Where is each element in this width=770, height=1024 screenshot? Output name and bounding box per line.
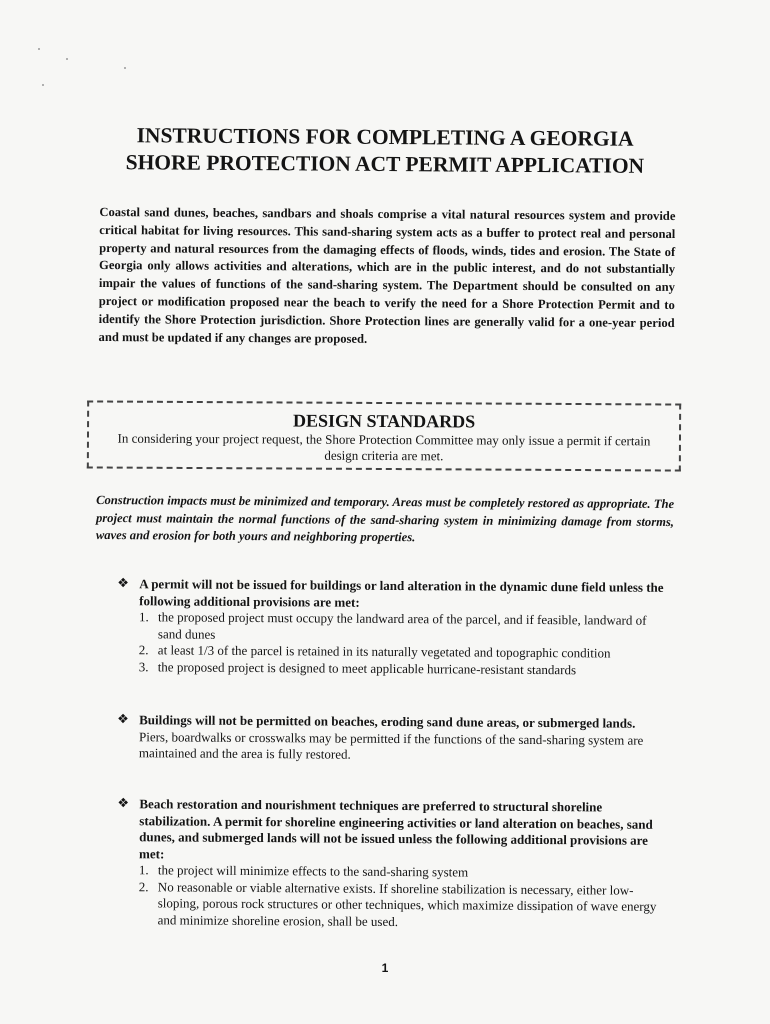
list-number: 3. (138, 658, 149, 674)
intro-paragraph: Coastal sand dunes, beaches, sandbars and shoals comprise a vital natural resources system and provide critical habitat for living resources. This sand-sharing system acts as a buffer to protect real and personal property and natural resources from the damaging effects of floods, winds, tides and erosion. The State of Georgia only allows activities and alterations, which are in the public interest, and do not substantially impair the values of functions of the sand-sharing system. The Department should be consulted on any project or modification proposed near the beach to verify the need for a Shore Protection Permit and to identify the Shore Protection jurisdiction. Shore Protection lines are generally valid for a one-year period and must be updated if any changes are proposed. (98, 204, 676, 346)
list-item-text: the proposed project is designed to meet applicable hurricane-resistant standards (157, 658, 577, 677)
list-item-text: No reasonable or viable alternative exists. If shoreline stabilization is necessary, either low-sloping, porous rock structures or other techniques, which maximize dissipation of wave energy and minimize shoreline erosion, shall be used. (157, 878, 657, 929)
bullet-heading-text: A permit will not be issued for buildings or land alteration in the dynamic dune field unless the following additional provisions are met: (139, 576, 664, 610)
design-standards-heading: DESIGN STANDARDS (292, 410, 476, 432)
bullet-section-beach-restoration (117, 796, 673, 932)
scan-speck (38, 48, 40, 50)
provision-list (117, 609, 672, 679)
list-item-text: at least 1/3 of the parcel is retained in its naturally vegetated and topographic condition (157, 642, 611, 661)
list-item-text: the project will minimize effects to the sand-sharing system (157, 862, 469, 880)
diamond-bullet-icon: ❖ (117, 796, 130, 812)
scan-speck (42, 84, 44, 86)
design-standards-box (87, 400, 681, 471)
scan-speck (66, 58, 68, 60)
scan-speck (124, 67, 126, 69)
title-line-2: SHORE PROTECTION ACT PERMIT APPLICATION (125, 150, 645, 178)
list-number: 1. (138, 862, 149, 878)
bullet-body-text: Piers, boardwalks or crosswalks may be permitted if the functions of the sand-sharing system are maintained and the area is fully restored. (138, 728, 644, 762)
construction-impacts-paragraph: Construction impacts must be minimized and temporary. Areas must be completely restored as appropriate. The project must maintain the normal functions of the sand-sharing system in minimizing damage from storms, waves and erosion for both yours and neighboring properties. (95, 492, 675, 545)
list-item (139, 609, 672, 646)
list-number: 1. (139, 609, 149, 625)
list-item-text: the proposed project must occupy the landward area of the parcel, and if feasible, landward of sand dunes (157, 609, 647, 642)
list-number: 2. (138, 878, 149, 894)
document-title (80, 122, 690, 180)
bullet-heading (117, 796, 672, 866)
list-number: 2. (138, 642, 149, 658)
bullet-section-buildings (117, 712, 672, 765)
page-number: 1 (381, 961, 389, 975)
diamond-bullet-icon: ❖ (117, 576, 130, 592)
bullet-heading-text: Beach restoration and nourishment techniques are preferred to structural shoreline stabilization. A permit for shoreline engineering activities or land alteration on beaches, sand dunes, and submerged lands will not be issued unless the following additional provisions are met: (139, 796, 653, 861)
bullet-section-dune-field (117, 576, 673, 679)
design-standards-text: In considering your project request, the Shore Protection Committee may only issue a permit if certain design criteria are met. (117, 430, 651, 464)
diamond-bullet-icon: ❖ (117, 712, 129, 728)
list-item (139, 879, 672, 932)
bullet-heading-text: Buildings will not be permitted on beaches, eroding sand dune areas, or submerged lands. (139, 712, 636, 731)
provision-list (117, 862, 672, 932)
bullet-heading (117, 576, 672, 613)
title-line-1: INSTRUCTIONS FOR COMPLETING A GEORGIA (136, 123, 634, 151)
list-item (139, 659, 672, 679)
